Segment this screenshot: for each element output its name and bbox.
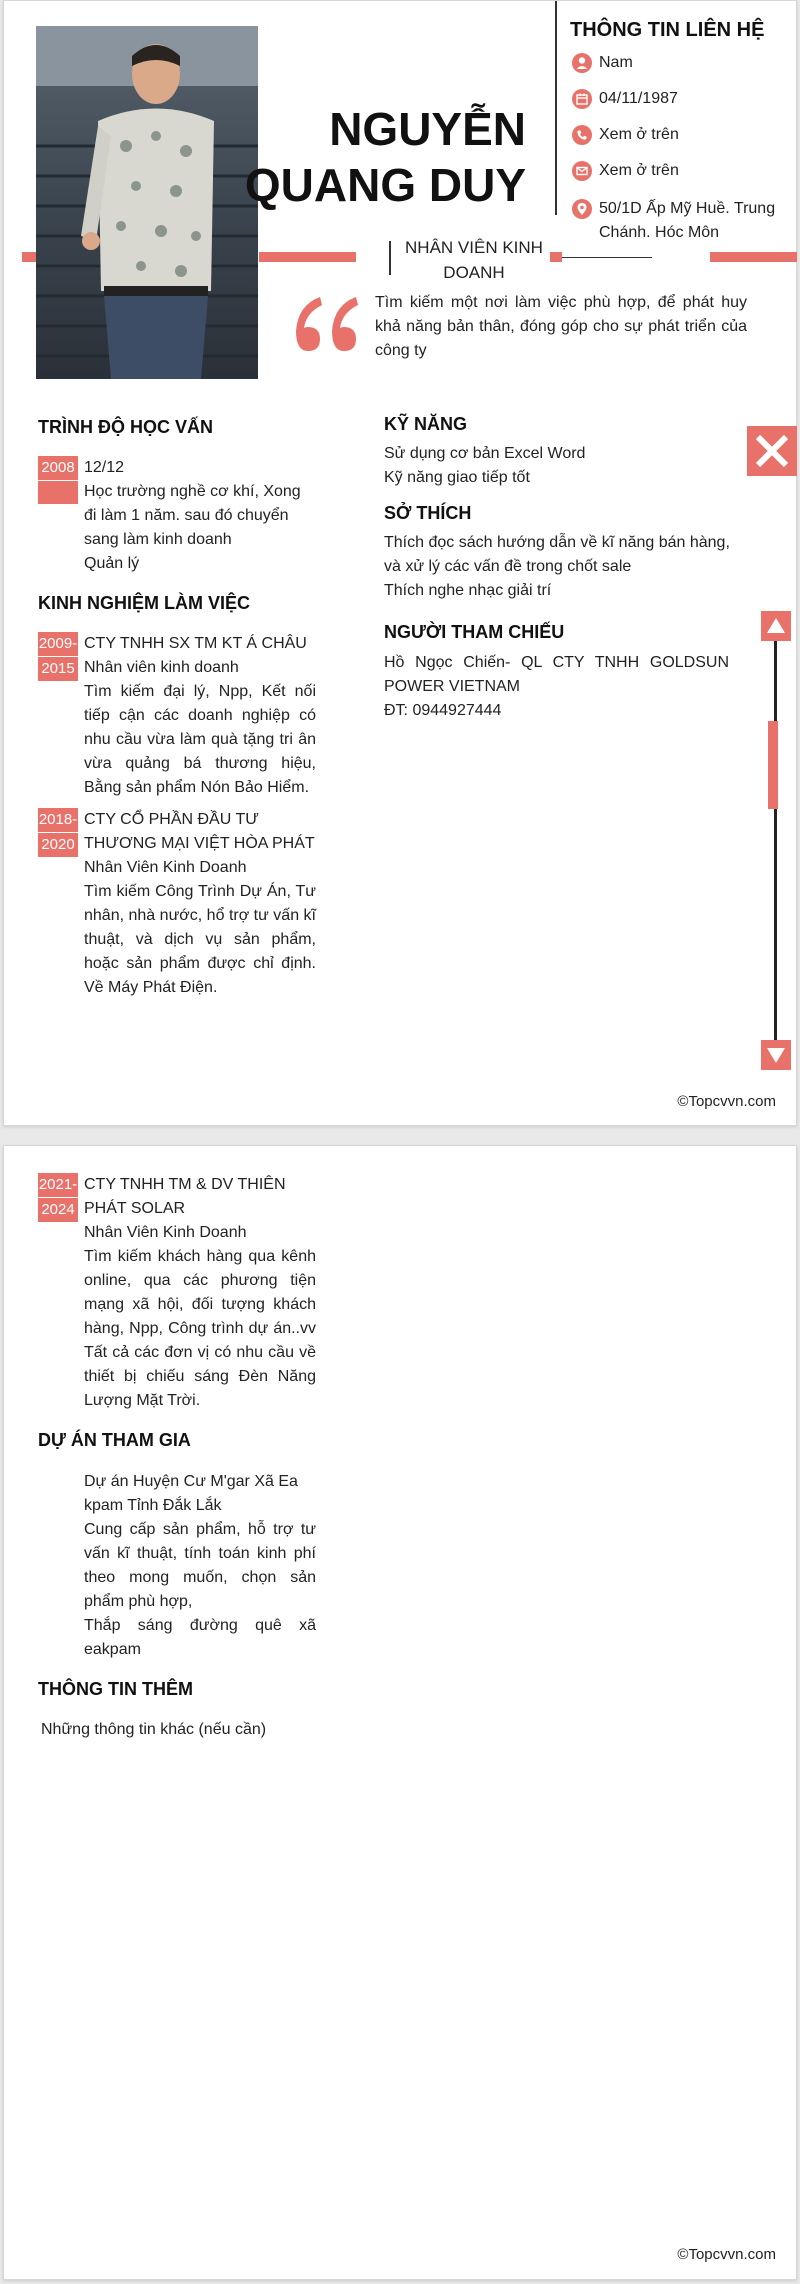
hobbies-title: SỞ THÍCH — [384, 503, 472, 523]
job-role: Nhân Viên Kinh Doanh — [84, 859, 247, 876]
phone-value: Xem ở trên — [599, 126, 679, 143]
triangle-down-icon — [761, 1040, 791, 1070]
year-to: 2024 — [41, 1201, 75, 1218]
reference-phone: ĐT: 0944927444 — [384, 702, 502, 719]
experience-entry-1 — [84, 632, 316, 800]
project-entry — [84, 1470, 316, 1662]
contact-gender — [572, 51, 633, 75]
triangle-up-icon — [761, 611, 791, 641]
cv-page-1 — [3, 0, 797, 1126]
projects-title: DỰ ÁN THAM GIA — [38, 1430, 191, 1450]
year-to: 2015 — [41, 660, 75, 677]
education-entry — [84, 456, 316, 576]
cv-page-2 — [3, 1145, 797, 2280]
job-divider — [389, 241, 391, 275]
hobbies-list — [384, 531, 744, 603]
company-name: CTY TNHH SX TM KT Á CHÂU — [84, 635, 307, 652]
year-from: 2021- — [38, 1173, 78, 1198]
scroll-up-button[interactable] — [761, 611, 791, 641]
more-info-text: Những thông tin khác (nếu cần) — [41, 1721, 267, 1738]
location-pin-icon — [572, 199, 592, 219]
education-date: 12/12 — [84, 459, 125, 476]
scroll-down-button[interactable] — [761, 1040, 791, 1070]
calendar-icon — [572, 89, 592, 109]
accent-bar-left — [22, 252, 36, 262]
address-value: 50/1D Ấp Mỹ Huề. Trung Chánh. Hóc Môn — [599, 200, 776, 241]
gender-value: Nam — [599, 54, 633, 71]
skills-title: KỸ NĂNG — [384, 414, 468, 434]
year-to: 2020 — [41, 836, 75, 853]
name-line-2: QUANG DUY — [244, 159, 526, 211]
contact-phone — [572, 123, 679, 147]
email-value: Xem ở trên — [599, 162, 679, 179]
accent-line — [562, 257, 652, 258]
company-name: CTY CỔ PHẦN ĐẦU TƯ THƯƠNG MẠI VIỆT HÒA PHÁT — [84, 811, 315, 852]
skills-list — [384, 442, 744, 490]
education-title: TRÌNH ĐỘ HỌC VẤN — [38, 417, 213, 437]
skill-item: Sử dụng cơ bản Excel Word — [384, 445, 586, 462]
job-desc: Tìm kiếm Công Trình Dự Án, Tư nhân, nhà nước, hổ trợ tư vấn kĩ thuật, và dịch vụ sản phẩm, hoặc sản phẩm được chỉ định. Về Máy Phát Điện. — [84, 883, 316, 996]
references-text — [384, 651, 729, 723]
experience-year-badge-3 — [38, 1173, 78, 1222]
close-button[interactable] — [747, 426, 797, 476]
skill-item: Kỹ năng giao tiếp tốt — [384, 469, 530, 486]
footer-brand[interactable]: ©Topcvvn.com — [677, 2246, 776, 2263]
project-name: Dự án Huyện Cư M'gar Xã Ea kpam Tỉnh Đắk Lắk — [84, 1473, 298, 1514]
mail-icon — [572, 161, 592, 181]
header-divider — [555, 1, 557, 215]
company-name: CTY TNHH TM & DV THIÊN PHÁT SOLAR — [84, 1176, 286, 1217]
birthday-value: 04/11/1987 — [599, 90, 678, 107]
job-role: Nhân viên kinh doanh — [84, 659, 239, 676]
hobby-item: Thích nghe nhạc giải trí — [384, 582, 552, 599]
job-desc: Tìm kiếm khách hàng qua kênh online, qua các phương tiện mạng xã hội, đối tượng khách hàng, Npp, Công trình dự án..vv Tất cả các đơn vị có nhu cầu về thiết bị chiếu sáng Đèn Năng Lượng Mặt Trời. — [84, 1248, 316, 1409]
more-info-title: THÔNG TIN THÊM — [38, 1679, 193, 1699]
education-desc: Học trường nghề cơ khí, Xong đi làm 1 năm. sau đó chuyển sang làm kinh doanh — [84, 483, 301, 548]
job-role: Nhân Viên Kinh Doanh — [84, 1224, 247, 1241]
experience-entry-3 — [84, 1173, 316, 1413]
contact-address — [572, 197, 782, 245]
education-extra: Quản lý — [84, 555, 140, 572]
accent-bar-mid — [259, 252, 356, 262]
experience-title: KINH NGHIỆM LÀM VIỆC — [38, 593, 251, 613]
hobby-item: Thích đọc sách hướng dẫn về kĩ năng bán hàng, và xử lý các vấn đề trong chốt sale — [384, 534, 730, 575]
year-from: 2009- — [38, 632, 78, 657]
candidate-name — [196, 101, 526, 213]
project-desc: Cung cấp sản phẩm, hỗ trợ tư vấn kĩ thuật, tính toán kinh phí theo mong muốn, chọn sản phẩm phù hợp, — [84, 1521, 316, 1610]
close-icon — [747, 426, 797, 476]
year-from: 2018- — [38, 808, 78, 833]
experience-entry-2 — [84, 808, 316, 1000]
experience-year-badge-2 — [38, 808, 78, 857]
contact-birthday — [572, 87, 678, 111]
education-year-badge — [38, 456, 78, 504]
contact-email — [572, 159, 679, 183]
accent-bar-dot — [550, 252, 562, 262]
user-icon — [572, 53, 592, 73]
scrollbar-track[interactable] — [774, 641, 777, 1040]
references-title: NGƯỜI THAM CHIẾU — [384, 622, 565, 642]
footer-brand[interactable]: ©Topcvvn.com — [677, 1093, 776, 1110]
scrollbar-thumb[interactable] — [768, 721, 778, 809]
education-year: 2008 — [38, 456, 78, 481]
phone-icon — [572, 125, 592, 145]
job-desc: Tìm kiếm đại lý, Npp, Kết nối tiếp cận các doanh nghiệp có nhu cầu vừa làm quà tặng tri ân vừa quảng bá thương hiệu, Bằng sản phẩm Nón Bảo Hiểm. — [84, 683, 316, 796]
quote-icon — [290, 289, 360, 359]
career-objective: Tìm kiếm một nơi làm việc phù hợp, để phát huy khả năng bản thân, đóng góp cho sự phát triển của công ty — [375, 294, 747, 359]
contact-title: THÔNG TIN LIÊN HỆ — [570, 19, 765, 41]
project-desc-2: Thắp sáng đường quê xã eakpam — [84, 1617, 316, 1658]
accent-bar-right — [710, 252, 797, 262]
name-line-1: NGUYỄN — [329, 103, 526, 155]
reference-person: Hồ Ngọc Chiến- QL CTY TNHH GOLDSUN POWER VIETNAM — [384, 654, 729, 695]
experience-year-badge-1 — [38, 632, 78, 681]
job-title: NHÂN VIÊN KINH DOANH — [405, 238, 543, 282]
